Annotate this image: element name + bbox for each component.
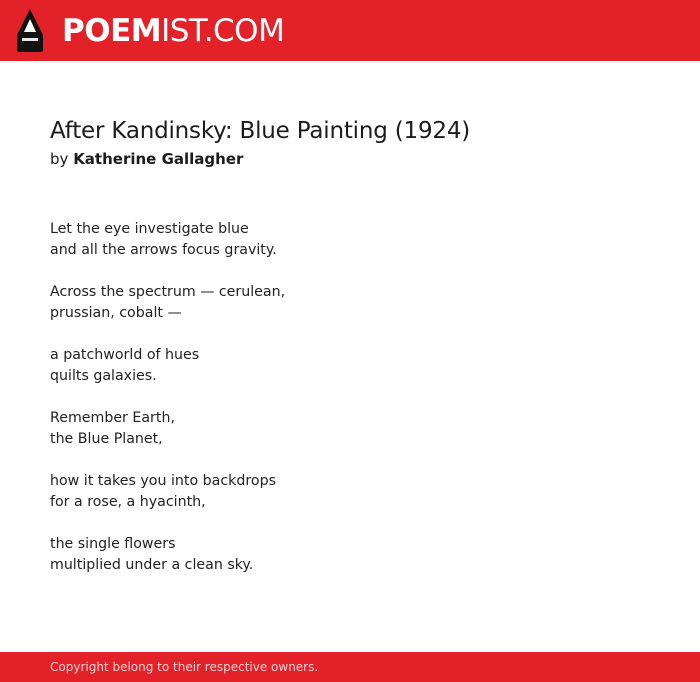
poem-line: Let the eye investigate blue bbox=[50, 221, 249, 237]
poem-line: Across the spectrum — cerulean, bbox=[50, 284, 286, 300]
poem-line: and all the arrows focus gravity. bbox=[50, 242, 277, 258]
logo-bold-text: POEM bbox=[62, 13, 162, 49]
copyright-text: Copyright belong to their respective owners. bbox=[50, 660, 319, 674]
poem-line: Remember Earth, bbox=[50, 410, 175, 426]
poem-body bbox=[50, 219, 650, 597]
poem-line: prussian, cobalt — bbox=[50, 305, 182, 321]
poem-line: the single flowers bbox=[50, 536, 176, 552]
logo-light-text: IST.COM bbox=[161, 13, 285, 49]
poem-stanza bbox=[50, 219, 650, 261]
poem-stanza bbox=[50, 408, 650, 450]
pencil-icon bbox=[17, 9, 43, 52]
poem-stanza bbox=[50, 471, 650, 513]
poem-stanza bbox=[50, 534, 650, 576]
poem-line: for a rose, a hyacinth, bbox=[50, 494, 206, 510]
poem-byline bbox=[50, 149, 243, 169]
poem-stanza bbox=[50, 282, 650, 324]
by-label: by bbox=[50, 150, 69, 168]
site-header bbox=[0, 0, 700, 61]
poem-author[interactable]: Katherine Gallagher bbox=[73, 150, 244, 168]
poem-stanza bbox=[50, 345, 650, 387]
poem-line: multiplied under a clean sky. bbox=[50, 557, 254, 573]
poem-line: how it takes you into backdrops bbox=[50, 473, 276, 489]
site-footer bbox=[0, 652, 700, 682]
poem-line: a patchworld of hues bbox=[50, 347, 200, 363]
site-logo[interactable] bbox=[62, 11, 284, 51]
poem-title: After Kandinsky: Blue Painting (1924) bbox=[50, 118, 471, 144]
poem-line: quilts galaxies. bbox=[50, 368, 157, 384]
poem-line: the Blue Planet, bbox=[50, 431, 163, 447]
